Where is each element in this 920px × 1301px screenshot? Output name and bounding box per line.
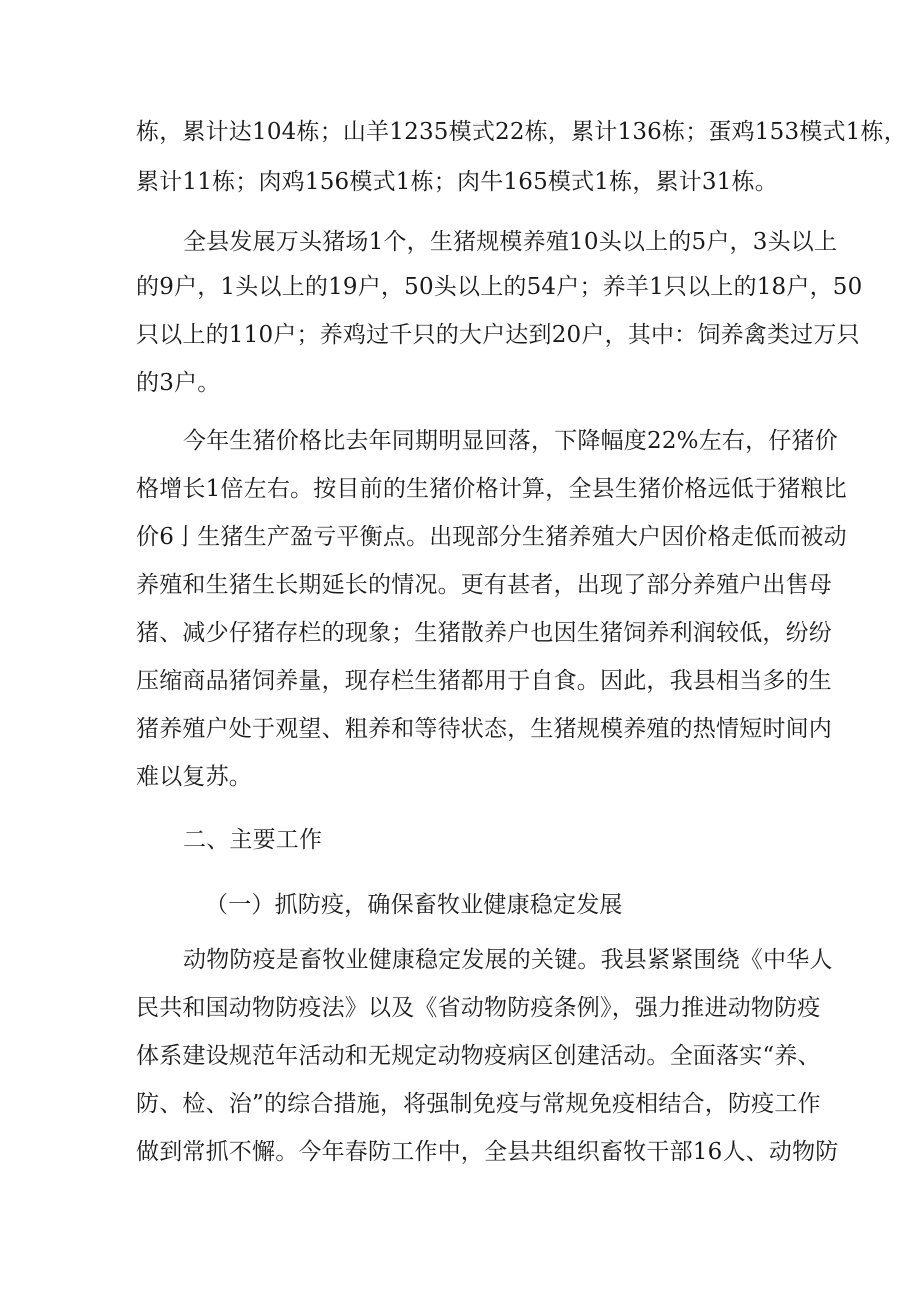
section-heading: 二、主要工作 [183,827,323,853]
paragraph-line: 养殖和生猪生长期延长的情况。更有甚者，出现了部分养殖户出售母 [136,572,832,598]
paragraph-line: 格增长1倍左右。按目前的生猪价格计算，全县生猪价格远低于猪粮比 [136,476,847,502]
paragraph-line: 猪养殖户处于观望、粗养和等待状态，生猪规模养殖的热情短时间内 [136,716,832,742]
paragraph-line: 难以复苏。 [136,764,252,790]
paragraph-line: 今年生猪价格比去年同期明显回落，下降幅度22%左右，仔猪价 [183,428,838,454]
paragraph-line: 全县发展万头猪场1个，生猪规模养殖10头以上的5户，3头以上 [183,229,838,255]
paragraph-line: 的3户。 [136,370,221,396]
paragraph-line: 只以上的110户；养鸡过千只的大户达到20户，其中：饲养禽类过万只 [136,322,860,348]
subsection-heading: （一）抓防疫，确保畜牧业健康稳定发展 [205,892,623,918]
paragraph-line: 的9户，1头以上的19户，50头以上的54户；养羊1只以上的18户，50 [136,274,863,300]
paragraph-line: 栋，累计达104栋；山羊1235模式22栋，累计136栋；蛋鸡153模式1栋， [136,119,907,145]
paragraph-line: 做到常抓不懈。今年春防工作中，全县共组织畜牧干部16人、动物防 [136,1139,839,1165]
paragraph-line: 动物防疫是畜牧业健康稳定发展的关键。我县紧紧围绕《中华人 [183,947,833,973]
paragraph-line: 压缩商品猪饲养量，现存栏生猪都用于自食。因此，我县相当多的生 [136,668,832,694]
paragraph-line: 累计11栋；肉鸡156模式1栋；肉牛165模式1栋，累计31栋。 [136,169,778,195]
paragraph-line: 价6亅生猪生产盈亏平衡点。出现部分生猪养殖大户因价格走低而被动 [136,524,847,550]
paragraph-line: 民共和国动物防疫法》以及《省动物防疫条例》，强力推进动物防疫 [136,995,821,1021]
paragraph-line: 防、检、治”的综合措施，将强制免疫与常规免疫相结合，防疫工作 [136,1091,821,1117]
paragraph-line: 体系建设规范年活动和无规定动物疫病区创建活动。全面落实“养、 [136,1043,821,1069]
paragraph-line: 猪、减少仔猪存栏的现象；生猪散养户也因生猪饲养利润较低，纷纷 [136,620,832,646]
